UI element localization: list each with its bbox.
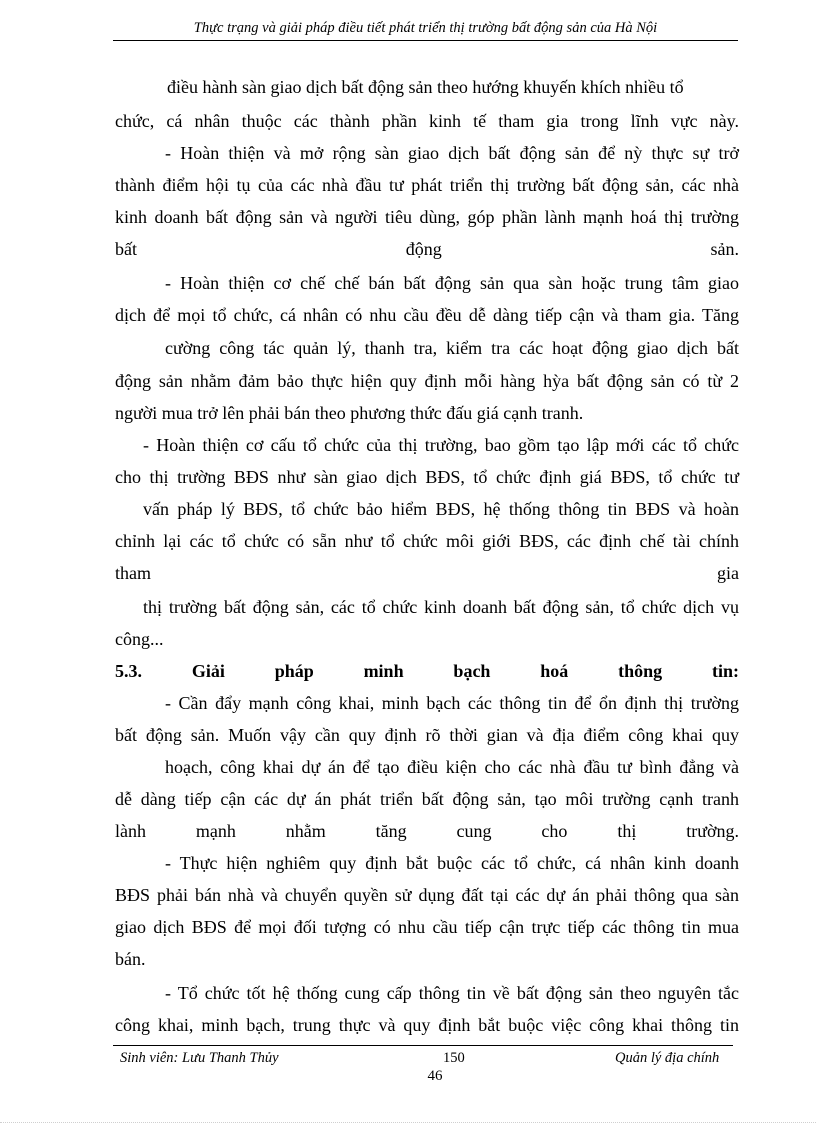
body-line: dễ dàng tiếp cận các dự án phát triển bất động sản, tạo môi trường cạnh tranh — [115, 789, 739, 809]
body-line: bất động sản. Muốn vậy cần quy định rõ thời gian và địa điểm công khai quy — [115, 725, 739, 745]
body-line: kinh doanh bất động sản và người tiêu dùng, góp phần lành mạnh hoá thị trường — [115, 207, 739, 227]
body-line: chức, cá nhân thuộc các thành phần kinh tế tham gia trong lĩnh vực này. — [115, 111, 739, 131]
body-line: bán. — [115, 949, 146, 969]
page-number: 46 — [427, 1068, 443, 1084]
body-line: hoạch, công khai dự án để tạo điều kiện cho các nhà đầu tư bình đẳng và — [165, 757, 739, 777]
body-line: tham gia — [115, 563, 739, 583]
body-line: BĐS phải bán nhà và chuyển quyền sử dụng đất tại các dự án phải thông qua sàn — [115, 885, 739, 905]
body-line: bất động sản. — [115, 239, 739, 259]
body-line: - Thực hiện nghiêm quy định bắt buộc các tổ chức, cá nhân kinh doanh — [165, 853, 739, 873]
body-line: thành điểm hội tụ của các nhà đầu tư phát triển thị trường bất động sản, các nhà — [115, 175, 739, 195]
body-line: cho thị trường BĐS như sàn giao dịch BĐS, tổ chức định giá BĐS, tổ chức tư — [115, 467, 739, 487]
body-line: cường công tác quản lý, thanh tra, kiểm tra các hoạt động giao dịch bất — [165, 338, 739, 358]
body-line: thị trường bất động sản, các tổ chức kinh doanh bất động sản, tổ chức dịch vụ — [143, 597, 739, 617]
body-line: - Hoàn thiện và mở rộng sàn giao dịch bất động sản để nỳ thực sự trở — [165, 143, 739, 163]
footer-student: Sinh viên: Lưu Thanh Thủy — [120, 1050, 279, 1066]
body-line: giao dịch BĐS để mọi đối tượng có nhu cầu tiếp cận trực tiếp các thông tin mua — [115, 917, 739, 937]
section-heading: 5.3. Giải pháp minh bạch hoá thông tin: — [115, 661, 739, 681]
body-line: - Hoàn thiện cơ chế chế bán bất động sản qua sàn hoặc trung tâm giao — [165, 273, 739, 293]
body-line: - Cần đẩy mạnh công khai, minh bạch các thông tin để ổn định thị trường — [165, 693, 739, 713]
body-line: công... — [115, 629, 164, 649]
body-line: - Tổ chức tốt hệ thống cung cấp thông tin về bất động sản theo nguyên tắc — [165, 983, 739, 1003]
body-line: vấn pháp lý BĐS, tổ chức bảo hiểm BĐS, hệ thống thông tin BĐS và hoàn — [143, 499, 739, 519]
footer-inner-page: 150 — [443, 1050, 465, 1066]
body-line: lành mạnh nhằm tăng cung cho thị trường. — [115, 821, 739, 841]
body-line: chỉnh lại các tổ chức có sẵn như tổ chức môi giới BĐS, các định chế tài chính — [115, 531, 739, 551]
footer-rule — [113, 1045, 733, 1046]
body-line: người mua trở lên phải bán theo phương thức đấu giá cạnh tranh. — [115, 403, 584, 423]
body-line: - Hoàn thiện cơ cấu tổ chức của thị trường, bao gồm tạo lập mới các tổ chức — [143, 435, 739, 455]
body-line: động sản nhằm đảm bảo thực hiện quy định mỗi hàng hỳa bất động sản có từ 2 — [115, 371, 739, 391]
body-line: dịch để mọi tổ chức, cá nhân có nhu cầu đều dễ dàng tiếp cận và tham gia. Tăng — [115, 305, 739, 325]
body-line: điều hành sàn giao dịch bất động sản theo hướng khuyến khích nhiều tổ — [167, 77, 684, 97]
running-header: Thực trạng và giải pháp điều tiết phát triển thị trường bất động sản của Hà Nội — [113, 20, 738, 41]
body-line: công khai, minh bạch, trung thực và quy định bắt buộc việc công khai thông tin — [115, 1015, 739, 1035]
footer-department: Quản lý địa chính — [615, 1050, 720, 1066]
